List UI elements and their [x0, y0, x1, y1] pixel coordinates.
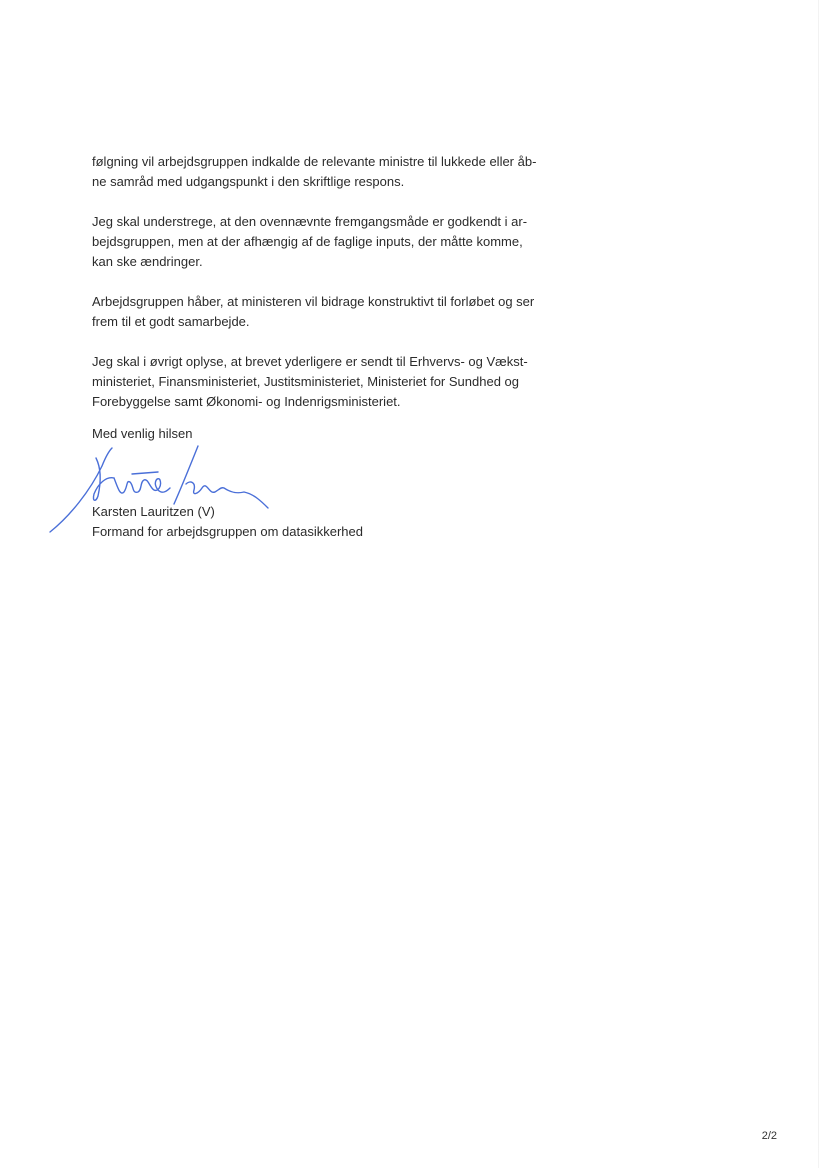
paragraph-1	[92, 152, 592, 192]
paragraph-line: Arbejdsgruppen håber, at ministeren vil bidrage konstruktivt til forløbet og ser	[92, 294, 535, 309]
letter-body	[92, 152, 592, 432]
signature-stroke	[174, 446, 198, 504]
signature-stroke	[132, 472, 158, 474]
signature-stroke	[114, 478, 170, 493]
paragraph-line: bejdsgruppen, men at der afhængig af de faglige inputs, der måtte komme,	[92, 234, 523, 249]
scan-edge-divider	[818, 0, 819, 1168]
paragraph-2	[92, 212, 592, 272]
paragraph-line: Forebyggelse samt Økonomi- og Indenrigsministeriet.	[92, 394, 401, 409]
closing-salutation: Med venlig hilsen	[92, 426, 193, 441]
paragraph-line: ne samråd med udgangspunkt i den skriftlige respons.	[92, 174, 405, 189]
paragraph-line: kan ske ændringer.	[92, 254, 203, 269]
paragraph-line: ministeriet, Finansministeriet, Justitsministeriet, Ministeriet for Sundhed og	[92, 374, 519, 389]
sender-title: Formand for arbejdsgruppen om datasikkerhed	[92, 524, 363, 539]
page-number: 2/2	[761, 1130, 777, 1142]
sender-name: Karsten Lauritzen (V)	[92, 504, 215, 519]
paragraph-line: Jeg skal i øvrigt oplyse, at brevet yderligere er sendt til Erhvervs- og Vækst-	[92, 354, 528, 369]
paragraph-line: følgning vil arbejdsgruppen indkalde de relevante ministre til lukkede eller åb-	[92, 154, 537, 169]
paragraph-3	[92, 292, 592, 332]
paragraph-4	[92, 352, 592, 412]
paragraph-line: Jeg skal understrege, at den ovennævnte fremgangsmåde er godkendt i ar-	[92, 214, 528, 229]
signature-stroke	[93, 458, 114, 500]
paragraph-line: frem til et godt samarbejde.	[92, 314, 250, 329]
sender-block	[92, 502, 363, 542]
